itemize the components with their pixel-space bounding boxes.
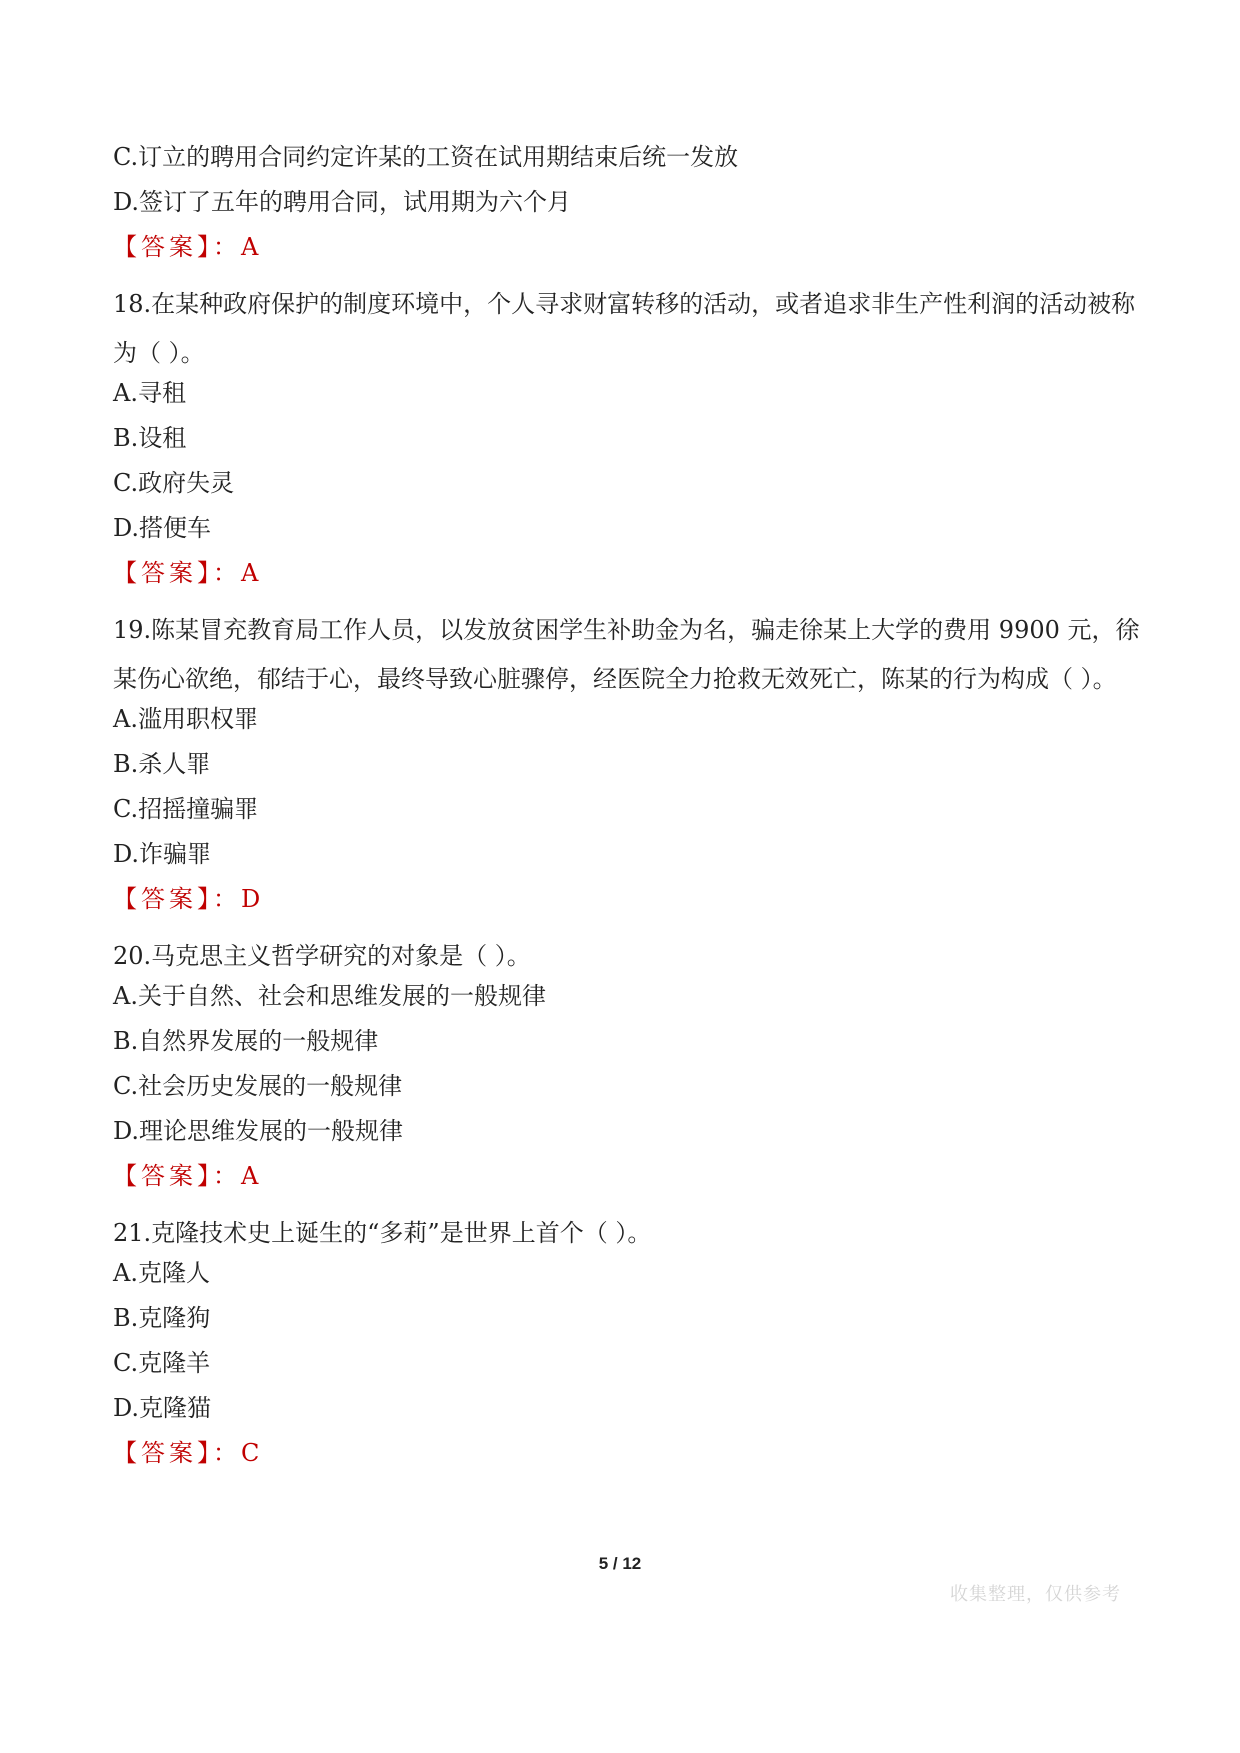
question-18-answer: 【答案】：A bbox=[113, 559, 263, 587]
question-21-text: 21.克隆技术史上诞生的“多莉”是世界上首个（ ）。 bbox=[113, 1219, 652, 1247]
question-21-option-c: C.克隆羊 bbox=[113, 1349, 211, 1377]
question-20-answer: 【答案】：A bbox=[113, 1162, 263, 1190]
question-20-option-c: C.社会历史发展的一般规律 bbox=[113, 1072, 403, 1100]
prev-option-d: D.签订了五年的聘用合同，试用期为六个月 bbox=[113, 188, 572, 216]
prev-answer: 【答案】：A bbox=[113, 233, 263, 261]
question-21-option-b: B.克隆狗 bbox=[113, 1304, 211, 1332]
question-19-option-d: D.诈骗罪 bbox=[113, 840, 212, 868]
question-20-text: 20.马克思主义哲学研究的对象是（ ）。 bbox=[113, 942, 531, 970]
watermark-text: 收集整理，仅供参考 bbox=[950, 1584, 1121, 1605]
question-19-option-a: A.滥用职权罪 bbox=[113, 705, 258, 733]
question-18-option-d: D.搭便车 bbox=[113, 514, 212, 542]
question-19-answer: 【答案】：D bbox=[113, 885, 265, 913]
question-18-text: 18.在某种政府保护的制度环境中，个人寻求财富转移的活动，或者追求非生产性利润的活动被称为（ ）。 bbox=[113, 290, 1136, 367]
question-18-option-c: C.政府失灵 bbox=[113, 469, 235, 497]
page-content bbox=[113, 140, 1143, 1486]
question-21-option-d: D.克隆猫 bbox=[113, 1394, 212, 1422]
question-19-text: 19.陈某冒充教育局工作人员，以发放贫困学生补助金为名，骗走徐某上大学的费用 9900 元，徐某伤心欲绝，郁结于心，最终导致心脏骤停，经医院全力抢救无效死亡，陈某的行为构成（ ）。 bbox=[113, 616, 1140, 693]
question-18-option-a: A.寻租 bbox=[113, 379, 186, 407]
question-20-option-b: B.自然界发展的一般规律 bbox=[113, 1027, 379, 1055]
question-18-option-b: B.设租 bbox=[113, 424, 187, 452]
page-number: 5 / 12 bbox=[598, 1554, 642, 1573]
question-20-option-d: D.理论思维发展的一般规律 bbox=[113, 1117, 404, 1145]
question-21-answer: 【答案】：C bbox=[113, 1439, 264, 1467]
question-19-option-b: B.杀人罪 bbox=[113, 750, 211, 778]
prev-option-c: C.订立的聘用合同约定许某的工资在试用期结束后统一发放 bbox=[113, 143, 739, 171]
question-20-option-a: A.关于自然、社会和思维发展的一般规律 bbox=[113, 982, 546, 1010]
question-21-option-a: A.克隆人 bbox=[113, 1259, 210, 1287]
question-19-option-c: C.招摇撞骗罪 bbox=[113, 795, 259, 823]
